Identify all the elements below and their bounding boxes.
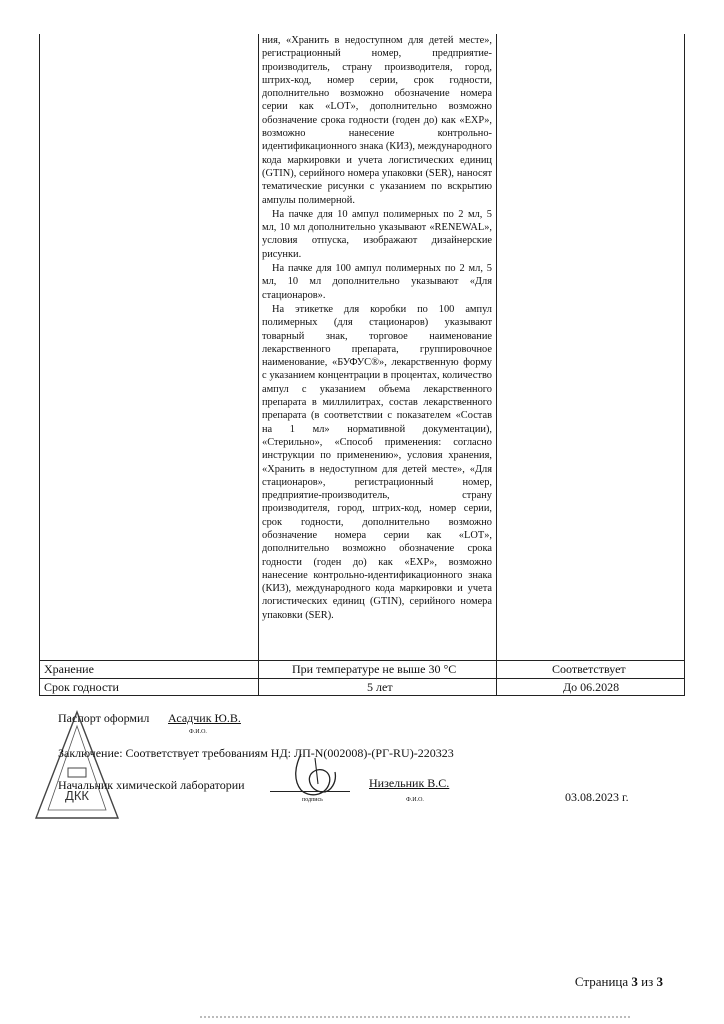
- storage-param: Хранение: [44, 662, 94, 676]
- col-divider-2: [496, 34, 497, 696]
- fio-caption: Ф.И.О.: [189, 729, 207, 735]
- fio-caption: Ф.И.О.: [406, 797, 424, 803]
- document-date: 03.08.2023 г.: [565, 790, 629, 804]
- storage-result: Соответствует: [552, 662, 626, 676]
- shelf-life-param: Срок годности: [44, 680, 119, 694]
- scan-artifact: [200, 1016, 630, 1022]
- row-divider-1: [39, 660, 685, 661]
- shelf-life-norm: 5 лет: [367, 680, 393, 694]
- prepared-label: Паспорт оформил: [58, 711, 150, 725]
- col-divider-1: [258, 34, 259, 696]
- stamp-text: ДКК: [65, 788, 89, 803]
- page-number: [575, 974, 663, 990]
- conclusion-text: Заключение: Соответствует требованиям НД: ЛП-N(002008)-(РГ-RU)-220323: [58, 746, 454, 760]
- shelf-life-result: До 06.2028: [563, 680, 620, 694]
- signature-caption: подпись: [302, 797, 323, 803]
- page-total: 3: [656, 974, 663, 989]
- page-of: из: [641, 974, 654, 989]
- page-label: Страница: [574, 974, 629, 989]
- row-divider-2: [39, 678, 685, 679]
- description-paragraph: На пачке для 100 ампул полимерных по 2 мл, 5 мл, 10 мл дополнительно указывают «Для стационаров».: [262, 263, 492, 301]
- labeling-description: [262, 34, 492, 622]
- signature-icon: [285, 752, 345, 800]
- description-paragraph: ния, «Хранить в недоступном для детей месте», регистрационный номер, предприятие-производитель, страну производителя, город, штрих-код, номер серии, срок годности, дополнительно возможно обозначение номера серии как «LOT», дополнительно возможно обозначение срока годности (годен до) как «EXP», возможно нанесение контрольно-идентификационного знака (КИЗ), международного кода маркировки и учета логистических единиц (GTIN), серийного номера упаковки (SER), наносят тематические рисунки с указанием по вскрытию ампулы полимерной.: [262, 35, 492, 206]
- prepared-name: Асадчик Ю.В.: [168, 711, 241, 725]
- head-name: Низельник В.С.: [369, 776, 450, 790]
- storage-norm: При температуре не выше 30 °С: [292, 662, 457, 676]
- description-paragraph: На пачке для 10 ампул полимерных по 2 мл, 5 мл, 10 мл дополнительно указывают «RENEWAL», условия отпуска, изображают дизайнерские рисунки.: [262, 208, 492, 260]
- page-current: 3: [631, 974, 638, 989]
- description-paragraph: На этикетке для коробки по 100 ампул полимерных (для стационаров) указывают товарный знак, торговое наименование лекарственного препарата, группировочное наименование, «БУФУС®», лекарственную форму с указанием концентрации в процентах, количество ампул с указанием объема лекарственного препарата в миллилитрах, состав лекарственного препарата (в соответствии с показателем «Состав на 1 мл» нормативной документации), «Стерильно», «Способ применения: согласно инструкции по применению», условия хранения, «Хранить в недоступном для детей месте», «Для стационаров», регистрационный номер, предприятие-производитель, страну производителя, город, штрих-код, номер серии, срок годности, дополнительно возможно обозначение номера серии как «LOT», дополнительно возможно обозначение срока годности (годен до) как «EXP», возможно нанесение контрольно-идентификационного знака (КИЗ), международного кода маркировки и учета логистических единиц (GTIN), серийного номера упаковки (SER).: [262, 303, 492, 621]
- head-label: Начальник химической лаборатории: [58, 778, 245, 792]
